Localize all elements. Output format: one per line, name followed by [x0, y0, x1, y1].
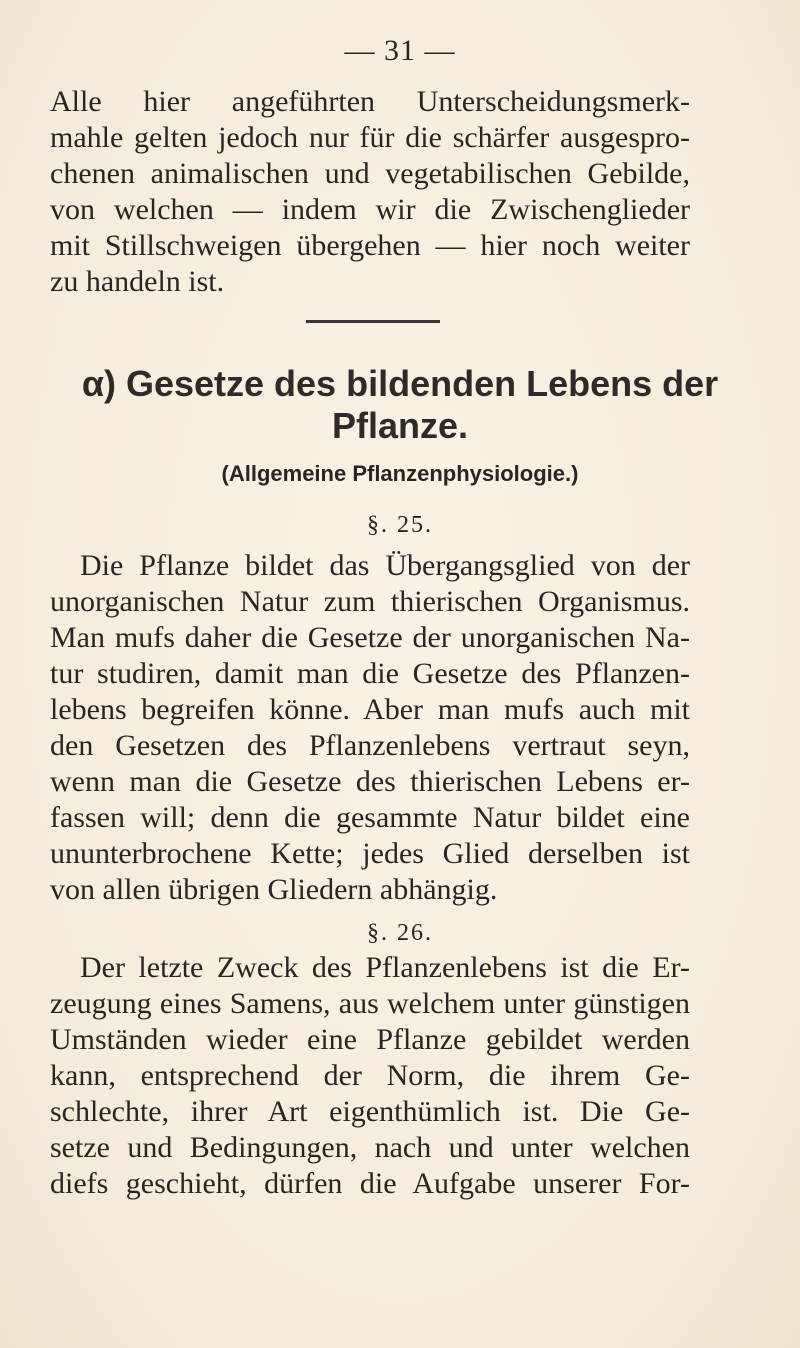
chapter-heading: α) Gesetze des bildenden Lebens der — [81, 363, 719, 404]
text-line: Man mufs daher die Gesetze der unorganischen Na- — [50, 621, 690, 654]
text-line: lebens begreifen könne. Aber man mufs auch mit — [50, 693, 690, 726]
text-line: tur studiren, damit man die Gesetze des Pflanzen- — [50, 657, 690, 690]
text-line: zeugung eines Samens, aus welchem unter günstigen — [50, 987, 690, 1020]
text-line: mahle gelten jedoch nur für die schärfer ausgespro- — [50, 121, 690, 154]
text-line: zu handeln ist. — [50, 265, 225, 298]
paragraph-25 — [50, 548, 690, 908]
text-line: kann, entsprechend der Norm, die ihrem Ge- — [50, 1059, 690, 1092]
text-line: unorganischen Natur zum thierischen Organismus. — [50, 585, 690, 618]
chapter-heading-continued: Pflanze. — [331, 405, 469, 446]
text-line: ununterbrochene Kette; jedes Glied derselben ist — [50, 837, 690, 870]
text-line: setze und Bedingungen, nach und unter welchen — [50, 1131, 690, 1164]
text-line: wenn man die Gesetze des thierischen Lebens er- — [50, 765, 690, 798]
page-number: — 31 — — [344, 34, 456, 67]
text-line: mit Stillschweigen übergehen — hier noch weiter — [50, 229, 690, 262]
section-mark-26: §. 26. — [367, 920, 433, 946]
chapter-subheading: (Allgemeine Pflanzenphysiologie.) — [221, 461, 579, 486]
intro-paragraph — [50, 84, 690, 300]
text-line: diefs geschieht, dürfen die Aufgabe unserer For- — [50, 1167, 690, 1200]
text-line: Der letzte Zweck des Pflanzenlebens ist die Er- — [80, 951, 690, 984]
paragraph-26 — [50, 950, 690, 1202]
text-line: von welchen — indem wir die Zwischenglieder — [50, 193, 690, 226]
text-line: Die Pflanze bildet das Übergangsglied von der — [80, 549, 690, 582]
text-line: von allen übrigen Gliedern abhängig. — [50, 873, 498, 906]
section-mark-25: §. 25. — [367, 512, 433, 538]
text-line: Alle hier angeführten Unterscheidungsmerk- — [50, 85, 690, 118]
text-line: Umständen wieder eine Pflanze gebildet werden — [50, 1023, 690, 1056]
section-divider — [306, 320, 440, 323]
text-line: schlechte, ihrer Art eigenthümlich ist. Die Ge- — [50, 1095, 690, 1128]
text-line: fassen will; denn die gesammte Natur bildet eine — [50, 801, 690, 834]
text-line: chenen animalischen und vegetabilischen Gebilde, — [50, 157, 690, 190]
text-line: den Gesetzen des Pflanzenlebens vertraut seyn, — [50, 729, 690, 762]
